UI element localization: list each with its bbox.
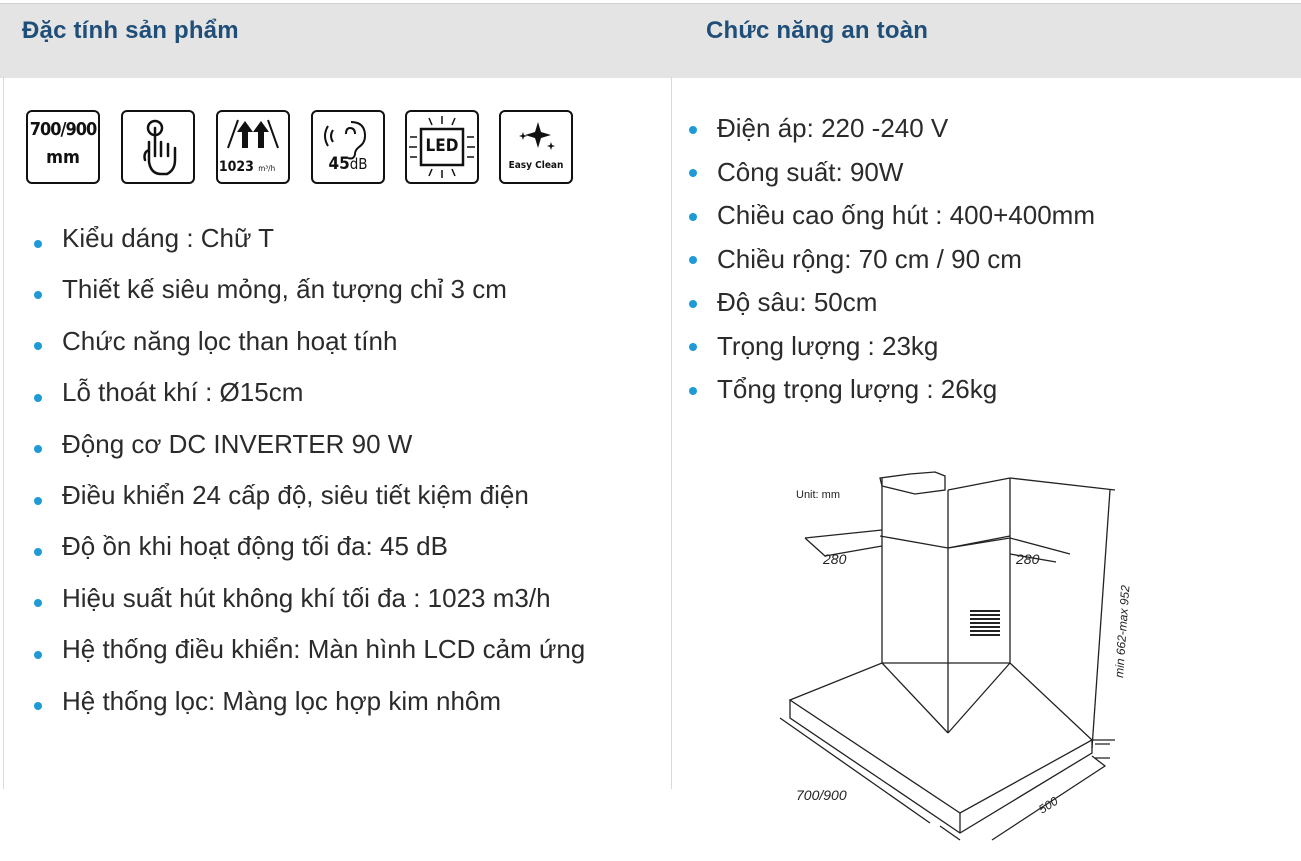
list-item: Chiều cao ống hút : 400+400mm [683, 195, 1095, 239]
airflow-icon [216, 110, 290, 184]
safety-specs-list [683, 108, 1095, 413]
list-item: Kiểu dáng : Chữ T [28, 218, 585, 269]
easy-clean-icon [499, 110, 573, 184]
chimney-right-dimension: 280 [1016, 551, 1040, 567]
width-dimension: 700/900 [796, 787, 847, 803]
chimney-outline [880, 472, 945, 494]
dimension-size-text: 700/900 [29, 119, 97, 140]
list-item: Chiều rộng: 70 cm / 90 cm [683, 239, 1095, 283]
dimension-diagram [770, 468, 1150, 848]
list-item: Tổng trọng lượng : 26kg [683, 369, 1095, 413]
left-edge-divider [3, 77, 4, 789]
list-item: Hiệu suất hút không khí tối đa : 1023 m3/h [28, 578, 585, 629]
led-light-icon [405, 110, 479, 184]
list-item: Độ ồn khi hoạt động tối đa: 45 dB [28, 526, 585, 577]
list-item: Hệ thống điều khiển: Màn hình LCD cảm ứng [28, 629, 585, 680]
chimney-left-dimension: 280 [823, 551, 847, 567]
features-heading: Đặc tính sản phẩm [22, 17, 239, 44]
list-item: Động cơ DC INVERTER 90 W [28, 424, 585, 475]
column-divider [671, 77, 672, 789]
safety-heading: Chức năng an toàn [706, 17, 929, 44]
list-item: Trọng lượng : 23kg [683, 326, 1095, 370]
list-item: Điện áp: 220 -240 V [683, 108, 1095, 152]
features-list [28, 218, 585, 732]
noise-value-text: 45dB [328, 154, 368, 174]
list-item: Thiết kế siêu mỏng, ấn tượng chỉ 3 cm [28, 269, 585, 320]
list-item: Lỗ thoát khí : Ø15cm [28, 372, 585, 423]
touch-control-icon [121, 110, 195, 184]
unit-label: Unit: mm [796, 489, 840, 501]
led-label: LED [425, 136, 459, 156]
dimension-unit-text: mm [46, 147, 80, 168]
depth-dimension: 500 [1036, 793, 1061, 817]
dimension-icon [26, 110, 100, 184]
easy-clean-label: Easy Clean [508, 160, 564, 171]
list-item: Độ sâu: 50cm [683, 282, 1095, 326]
list-item: Hệ thống lọc: Màng lọc hợp kim nhôm [28, 681, 585, 732]
header-band [0, 3, 1301, 78]
noise-level-icon [311, 110, 385, 184]
list-item: Điều khiển 24 cấp độ, siêu tiết kiệm điện [28, 475, 585, 526]
airflow-value-text: 1023 m³/h [218, 159, 276, 175]
list-item: Chức năng lọc than hoạt tính [28, 321, 585, 372]
list-item: Công suất: 90W [683, 152, 1095, 196]
height-range-dimension: min 662-max 952 [1112, 584, 1133, 679]
